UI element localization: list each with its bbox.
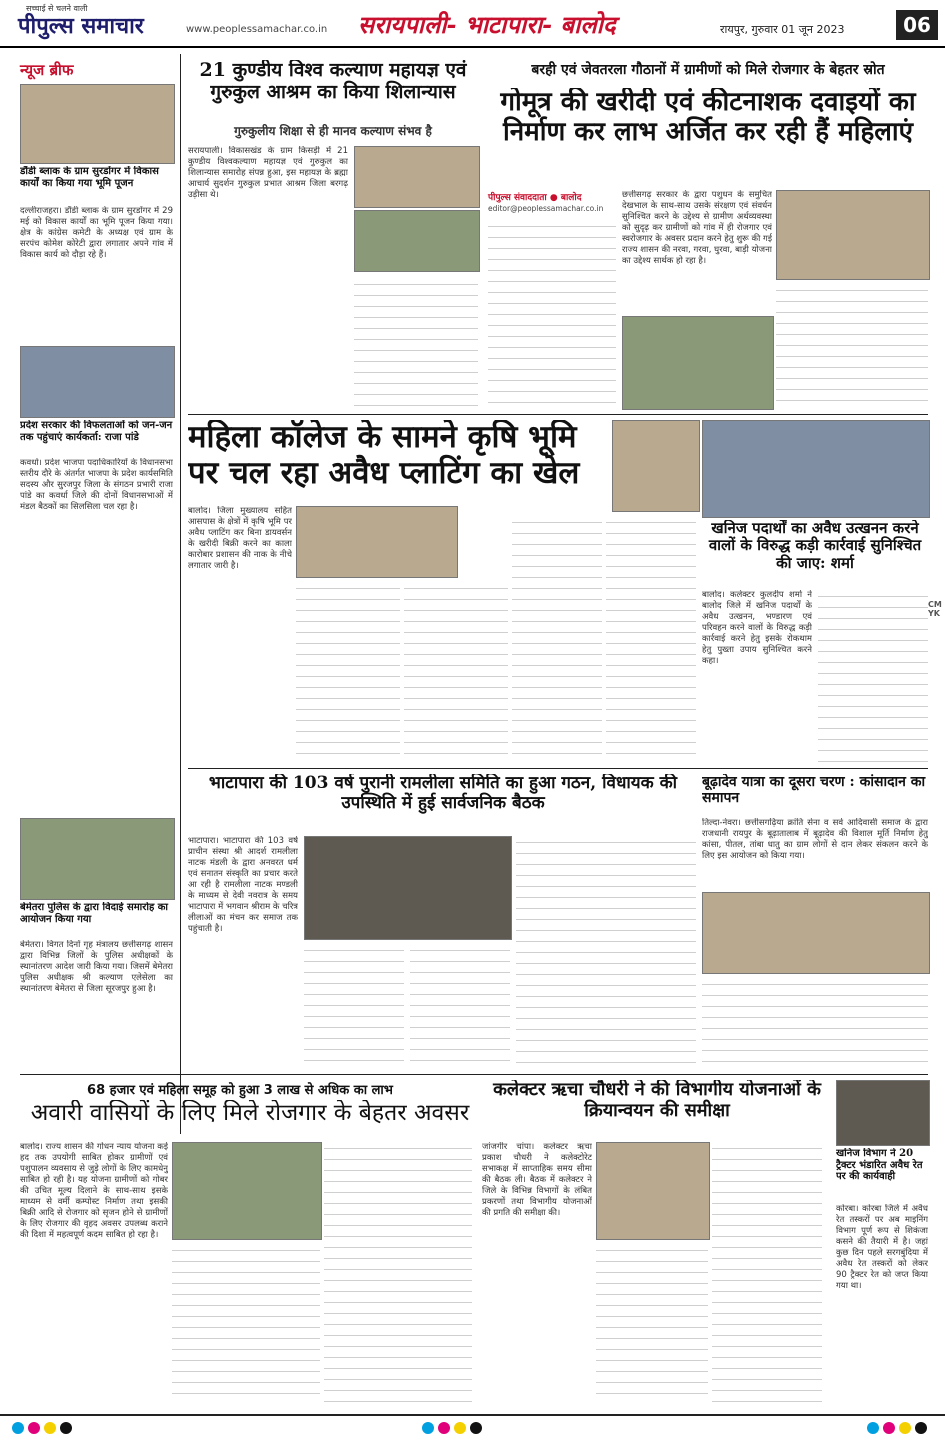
story3-column-2 bbox=[296, 582, 400, 762]
logo-tagline: सच्चाई से चलने वाली bbox=[26, 4, 88, 13]
story7-text: बालोद। राज्य शासन की गोधन न्याय योजना कई हद तक उपयोगी साबित होकर ग्रामीणों एवं पशुपालन व्यवसाय से जुड़े लोगों के लिए कामधेनु साबित हो रही है। यह योजना ग्रामीणों को गोबर की उचित मूल्य दिलाने के साथ-साथ इसके माध्यम से वर्मी कम्पोस्ट निर्माण तथा इसकी बिक्री आदि से रोजगार को सृजन होने से ग्रामीणों के लिए रोजगार की वृहद अवसर उपलब्ध कराने की दिशा में महत्वपूर्ण कदम साबित हो रहा है। bbox=[20, 1142, 168, 1240]
brief-text-3: बेमेतरा। विगत दिनों गृह मंत्रालय छत्तीसगढ़ शासन द्वारा विभिन्न जिलों के पुलिस अधीक्षकों के स्थानांतरण आदेश जारी किया गया। जिसमें बेमेतरा पुलिस अधीक्षक श्री कल्याण एलेसेला का स्थानांतरण बेमेतरा से जिला सूरजपुर हुआ है। bbox=[20, 940, 173, 994]
story2-byline: पीपुल्स संवाददाता ● बालोद bbox=[488, 193, 582, 203]
story6-headline: बूढ़ादेव यात्रा का दूसरा चरण : कांसादान का समापन bbox=[702, 774, 926, 807]
story2-text: छत्तीसगढ़ सरकार के द्वारा पशुधन के समुचित देखभाल के साथ-साथ उसके संरक्षण एवं संवर्धन सुनिश्चित करने के उद्देश्य से ग्रामीण अर्थव्यवस्था को सुदृढ़ कर ग्रामीणों को गांव में ही रोजगार एवं स्वरोजगार के अवसर प्रदान करने हेतु शुरू की गई राज्य शासन की नरवा, गरवा, घुरवा, बाड़ी योजना का उद्देश्य सार्थक हो रहा है। bbox=[622, 190, 772, 266]
page-number: 06 bbox=[896, 10, 938, 40]
story5-photo bbox=[304, 836, 512, 940]
story5-column-3 bbox=[410, 944, 510, 1068]
brief-caption-3: बेमेतरा पुलिस के द्वारा विदाई समारोह का आयोजन किया गया bbox=[20, 902, 169, 925]
footer-rule bbox=[0, 1414, 945, 1416]
story3-text: बालोद। जिला मुख्यालय सहित आसपास के क्षेत्रों में कृषि भूमि पर अवैध प्लाटिंग कर बिना डायवर्सन के खरीदी बिक्री करने का काला कारोबार प्रशासन की नाक के नीचे लगातार जारी है। bbox=[188, 506, 292, 571]
story3-photo-large bbox=[296, 506, 458, 578]
story8-column-3 bbox=[712, 1142, 822, 1404]
brief-caption-1: डौंडी ब्लाक के ग्राम सुरडोंगर में विकास कार्यों का किया गया भूमि पूजन bbox=[20, 166, 159, 189]
story9-photo bbox=[836, 1080, 930, 1146]
cmyk-marks-left bbox=[10, 1422, 74, 1434]
section-divider-2 bbox=[188, 768, 928, 769]
brief-photo-1 bbox=[20, 84, 175, 164]
story1-subhead: गुरुकुलीय शिक्षा से ही मानव कल्याण संभव है bbox=[234, 124, 432, 138]
brief-caption-2: प्रदेश सरकार की विफलताओं को जन-जन तक पहुंचाएं कार्यकर्ता: राजा पांडे bbox=[20, 420, 173, 443]
brief-photo-2 bbox=[20, 346, 175, 418]
story2-email: editor@peoplessamachar.co.in bbox=[488, 204, 604, 213]
story7-kicker: 68 हजार एवं महिला समूह को हुआ 3 लाख से अधिक का लाभ bbox=[87, 1083, 393, 1098]
story5-column-2 bbox=[304, 944, 404, 1068]
story2-kicker: बरही एवं जेवतरला गौठानों में ग्रामीणों को मिले रोजगार के बेहतर स्रोत bbox=[531, 62, 885, 78]
story6-photo bbox=[702, 892, 930, 974]
story5-headline: भाटापारा की 103 वर्ष पुरानी रामलीला समिति का हुआ गठन, विधायक की उपस्थिति में हुई सार्वजनिक बैठक bbox=[208, 774, 678, 813]
story2-photo-2 bbox=[776, 190, 930, 280]
story4-column-2 bbox=[818, 590, 928, 762]
story5-text: भाटापारा। भाटापारा की 103 वर्ष प्राचीन संस्था श्री आदर्श रामलीला नाटक मंडली के द्वारा अनवरत धर्म एवं सनातन संस्कृति का प्रचार करते आ रही है रामलीला नाटक मण्डली के माध्यम से देवी नवरात्र के समय भाटापारा में भगवान श्रीराम के चरित्र लीलाओं का मंचन कर समाज तक पहुंचाती है। bbox=[188, 836, 298, 934]
story8-text: जांजगीर चांपा। कलेक्टर ऋचा प्रकाश चौधरी ने कलेक्टोरेट सभाकक्ष में साप्ताहिक समय सीमा की बैठक ली। बैठक में कलेक्टर ने जिले के विभिन्न विभागों के लंबित प्रकरणों तथा विभागीय योजनाओं की प्रगति की समीक्षा की। bbox=[482, 1142, 592, 1218]
story6-text: तिल्दा-नेवरा। छत्तीसगढ़िया क्रांति सेना व सर्व आदिवासी समाज के द्वारा राजधानी रायपुर के बूढ़ातालाब में बूढ़ादेव की विशाल मूर्ति निर्माण हेतु कांसा, पीतल, तांबा धातु का ग्राम लोगों से दान लेकर संकलन करने के लिए इस आयोजन को किया गया। bbox=[702, 818, 928, 861]
story1-text: सरायपाली। विकासखंड के ग्राम किसड़ी में 21 कुण्डीय विश्वकल्याण महायज्ञ एवं गुरुकुल का शिलान्यास समारोह संपन्न हुआ, इस महायज्ञ के ब्रह्मा आचार्य सुदर्शन गुरुकुल प्रभात आश्रम जिला बरगढ़ उड़ीसा थे। bbox=[188, 146, 348, 200]
brief-photo-3 bbox=[20, 818, 175, 900]
story3-column-4 bbox=[512, 516, 602, 762]
cmyk-marks-center bbox=[420, 1422, 484, 1434]
story1-continued-text bbox=[354, 278, 478, 408]
story8-column-2 bbox=[596, 1244, 708, 1404]
story8-headline: कलेक्टर ऋचा चौधरी ने की विभागीय योजनाओं के क्रियान्वयन की समीक्षा bbox=[493, 1080, 821, 1121]
story9-text: कोरबा। कोरबा जिले में अवैध रेत तस्करों पर अब माइनिंग विभाग पूर्ण रूप से शिकंजा कसने की तैयारी में है। जहां कुछ दिन पहले सरगबुंदिया में अवैध रेत तस्करों को लेकर 90 ट्रैक्टर रेत को जप्त किया गया था। bbox=[836, 1204, 928, 1291]
story7-photo bbox=[172, 1142, 322, 1240]
story7-column-3 bbox=[324, 1142, 472, 1404]
story1-photo-1 bbox=[354, 146, 480, 208]
dateline: रायपुर, गुरुवार 01 जून 2023 bbox=[720, 23, 845, 36]
story3-photo bbox=[612, 420, 700, 512]
story6-column bbox=[702, 978, 928, 1068]
story4-headline: खनिज पदार्थों का अवैध उत्खनन करने वालों के विरुद्ध कड़ी कार्रवाई सुनिश्चित की जाए: शर्मा bbox=[708, 520, 922, 572]
story1-headline: 21 कुण्डीय विश्व कल्याण महायज्ञ एवं गुरुकुल आश्रम का किया शिलान्यास bbox=[199, 60, 467, 103]
story3-column-3 bbox=[404, 582, 508, 762]
story3-column-5 bbox=[606, 516, 696, 762]
story2-headline: गोमूत्र की खरीदी एवं कीटनाशक दवाइयों का निर्माण कर लाभ अर्जित कर रही हैं महिलाएं bbox=[500, 88, 916, 147]
brief-text-2: कवर्धा। प्रदेश भाजपा पदाधिकारियों के विधानसभा स्तरीय दौरे के अंतर्गत भाजपा के प्रदेश कार्यसमिति सदस्य और सुरजपुर जिला के संगठन प्रभारी राजा पांडे का कवर्धा जिले की दोनों विधानसभाओं में मंडल बैठकों का सिलसिला चल रहा है। bbox=[20, 458, 173, 512]
story2-photo-1 bbox=[622, 316, 774, 410]
story8-photo bbox=[596, 1142, 710, 1240]
story1-photo-2 bbox=[354, 210, 480, 272]
section-title: सरायपाली- भाटापारा- बालोद bbox=[358, 10, 616, 39]
story4-photo bbox=[702, 420, 930, 518]
story2-column-1 bbox=[488, 220, 616, 408]
brief-text-1: दल्लीराजहरा। डौंडी ब्लाक के ग्राम सुरडोंगर में 29 मई को विकास कार्यों का भूमि पूजन किया गया। क्षेत्र के कांग्रेस कमेटी के अध्यक्ष एवं ग्राम के सरपंच कोमेश कोरेटी द्वारा लगातार अपने गांव में विकास कार्य को दौड़ा रहे हैं। bbox=[20, 206, 173, 260]
story2-column-3 bbox=[776, 284, 928, 408]
cmyk-marks-right bbox=[865, 1422, 929, 1434]
column-divider bbox=[180, 54, 181, 1134]
story5-column-4 bbox=[516, 836, 696, 1068]
website-url: www.peoplessamachar.co.in bbox=[186, 24, 328, 35]
section-divider-3 bbox=[20, 1074, 928, 1075]
section-divider bbox=[188, 414, 928, 415]
story9-headline: खनिज विभाग ने 20 ट्रैक्टर भंडारित अवैध रेत पर की कार्यवाही bbox=[836, 1148, 923, 1182]
news-brief-label: न्यूज ब्रीफ bbox=[20, 61, 74, 79]
story7-headline: अवारी वासियों के लिए मिले रोजगार के बेहतर अवसर bbox=[30, 1100, 470, 1126]
newspaper-logo: पीपुल्स समाचार bbox=[18, 13, 144, 39]
story4-text: बालोद। कलेक्टर कुलदीप शर्मा ने बालोद जिले में खनिज पदार्थों के अवैध उत्खनन, भण्डारण एवं परिवहन करने वालों के विरुद्ध कड़ी कार्रवाई करने हेतु इसके रोकथाम हेतु पुख्ता उपाय सुनिश्चित करने कहा। bbox=[702, 590, 812, 666]
story7-column-2 bbox=[172, 1244, 320, 1404]
story3-headline: महिला कॉलेज के सामने कृषि भूमि पर चल रहा अवैध प्लाटिंग का खेल bbox=[188, 420, 580, 491]
cmyk-side-label: CMYK bbox=[928, 600, 942, 618]
